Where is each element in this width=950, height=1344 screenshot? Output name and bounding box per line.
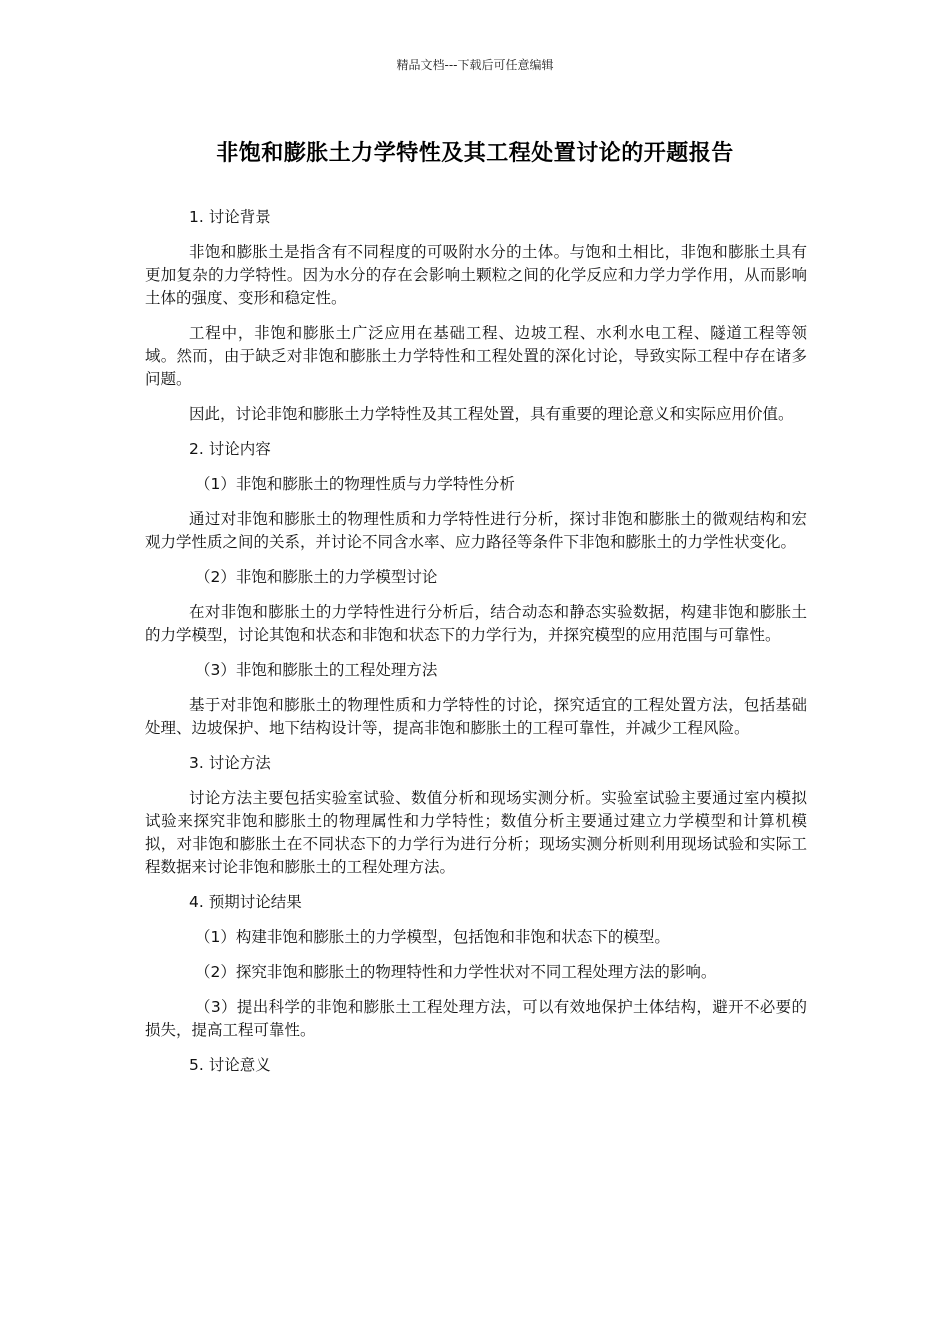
subheading: （2）非饱和膨胀土的力学模型讨论 bbox=[195, 568, 438, 586]
paragraph: 通过对非饱和膨胀土的物理性质和力学特性进行分析，探讨非饱和膨胀土的微观结构和宏观力学性质之间的关系，并讨论不同含水率、应力路径等条件下非饱和膨胀土的力学性状变化。 bbox=[145, 510, 807, 551]
subheading: （1）非饱和膨胀土的物理性质与力学特性分析 bbox=[195, 475, 515, 493]
paragraph: 工程中，非饱和膨胀土广泛应用在基础工程、边坡工程、水利水电工程、隧道工程等领域。然而，由于缺乏对非饱和膨胀土力学特性和工程处置的深化讨论，导致实际工程中存在诸多问题。 bbox=[145, 324, 807, 388]
list-item: （3）提出科学的非饱和膨胀土工程处理方法，可以有效地保护土体结构，避开不必要的损失，提高工程可靠性。 bbox=[145, 998, 807, 1039]
paragraph: 讨论方法主要包括实验室试验、数值分析和现场实测分析。实验室试验主要通过室内模拟试验来探究非饱和膨胀土的物理属性和力学特性；数值分析主要通过建立力学模型和计算机模拟，对非饱和膨胀土在不同状态下的力学行为进行分析；现场实测分析则利用现场试验和实际工程数据来讨论非饱和膨胀土的工程处理方法。 bbox=[145, 789, 807, 876]
list-item: （2）探究非饱和膨胀土的物理特性和力学性状对不同工程处理方法的影响。 bbox=[195, 963, 717, 981]
section-heading-method: 3. 讨论方法 bbox=[189, 754, 271, 772]
document-body bbox=[145, 206, 807, 1089]
section-heading-expected-results: 4. 预期讨论结果 bbox=[189, 893, 302, 911]
header-note: 精品文档---下载后可任意编辑 bbox=[396, 58, 554, 72]
section-heading-significance: 5. 讨论意义 bbox=[189, 1056, 271, 1074]
paragraph: 非饱和膨胀土是指含有不同程度的可吸附水分的土体。与饱和土相比，非饱和膨胀土具有更加复杂的力学特性。因为水分的存在会影响土颗粒之间的化学反应和力学力学作用，从而影响土体的强度、变形和稳定性。 bbox=[145, 243, 807, 307]
paragraph: 因此，讨论非饱和膨胀土力学特性及其工程处置，具有重要的理论意义和实际应用价值。 bbox=[189, 405, 794, 423]
document-title: 非饱和膨胀土力学特性及其工程处置讨论的开题报告 bbox=[216, 141, 734, 166]
list-item: （1）构建非饱和膨胀土的力学模型，包括饱和非饱和状态下的模型。 bbox=[195, 928, 670, 946]
section-heading-background: 1. 讨论背景 bbox=[189, 208, 271, 226]
section-heading-content: 2. 讨论内容 bbox=[189, 440, 271, 458]
paragraph: 基于对非饱和膨胀土的物理性质和力学特性的讨论，探究适宜的工程处置方法，包括基础处理、边坡保护、地下结构设计等，提高非饱和膨胀土的工程可靠性，并减少工程风险。 bbox=[145, 696, 807, 737]
paragraph: 在对非饱和膨胀土的力学特性进行分析后，结合动态和静态实验数据，构建非饱和膨胀土的力学模型，讨论其饱和状态和非饱和状态下的力学行为，并探究模型的应用范围与可靠性。 bbox=[145, 603, 807, 644]
subheading: （3）非饱和膨胀土的工程处理方法 bbox=[195, 661, 438, 679]
